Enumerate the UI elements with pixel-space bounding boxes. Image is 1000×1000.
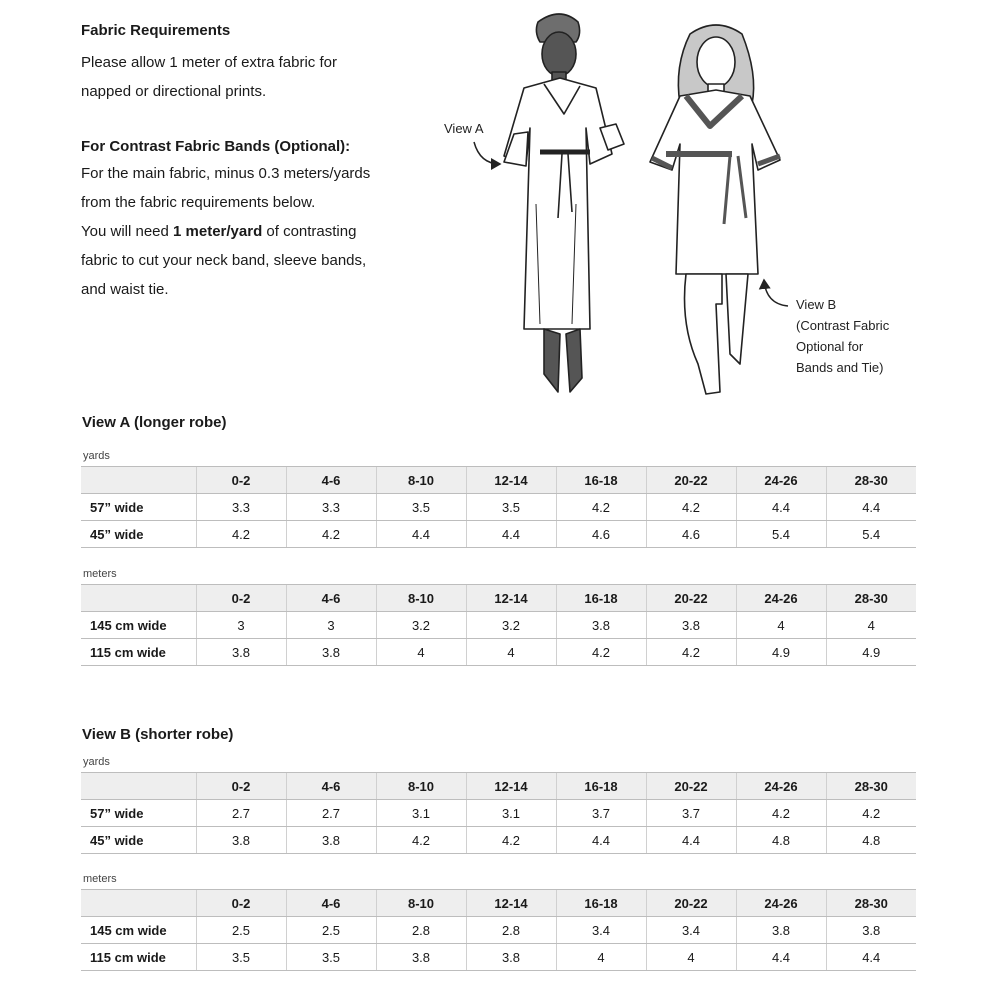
fabric-amount-cell: 4.2 [466,827,556,854]
fabric-width-label: 115 cm wide [81,639,196,666]
contrast-line-3-pre: You will need [81,223,174,240]
size-header-cell: 4-6 [286,773,376,800]
contrast-line-1: For the main fabric, minus 0.3 meters/yards [81,165,371,182]
fabric-amount-cell: 3.8 [376,944,466,971]
fabric-amount-cell: 4.2 [556,494,646,521]
contrast-line-3-post: of contrasting [262,223,357,240]
view-b-yards-table [81,772,916,854]
view-a-arrow [474,142,500,164]
header-corner-cell [81,585,196,612]
fabric-amount-cell: 4.4 [826,494,916,521]
view-b-meters-unit: meters [83,873,117,885]
size-header-cell: 28-30 [826,585,916,612]
fabric-width-label: 115 cm wide [81,944,196,971]
view-b-yards-unit: yards [83,756,110,768]
fabric-amount-cell: 3.1 [376,800,466,827]
fabric-width-row [81,494,916,521]
size-header-cell: 28-30 [826,467,916,494]
view-b-meters-table [81,889,916,971]
contrast-bands-heading: For Contrast Fabric Bands (Optional): [81,138,351,155]
fabric-width-row [81,827,916,854]
fabric-amount-cell: 3.5 [286,944,376,971]
size-header-cell: 24-26 [736,773,826,800]
contrast-line-2: from the fabric requirements below. [81,194,316,211]
size-header-cell: 16-18 [556,773,646,800]
fabric-amount-cell: 4.8 [736,827,826,854]
fabric-amount-cell: 3.1 [466,800,556,827]
fabric-amount-cell: 3.3 [196,494,286,521]
size-header-cell: 12-14 [466,467,556,494]
view-a-meters-table [81,584,916,666]
fabric-amount-cell: 3.8 [556,612,646,639]
fabric-amount-cell: 4 [556,944,646,971]
size-header-cell: 24-26 [736,467,826,494]
size-header-cell: 28-30 [826,773,916,800]
fabric-amount-cell: 4 [646,944,736,971]
view-a-meters-unit: meters [83,568,117,580]
contrast-amount: 1 meter/yard [173,223,263,240]
fabric-amount-cell: 3.8 [286,639,376,666]
napped-note-line-2: napped or directional prints. [81,83,267,100]
fabric-amount-cell: 2.8 [376,917,466,944]
fabric-width-row [81,944,916,971]
fabric-amount-cell: 4.4 [556,827,646,854]
fabric-amount-cell: 4.4 [376,521,466,548]
size-header-cell: 0-2 [196,773,286,800]
contrast-line-4: fabric to cut your neck band, sleeve bands, [81,252,367,269]
fabric-amount-cell: 4.2 [286,521,376,548]
napped-note-line-1: Please allow 1 meter of extra fabric for [81,54,337,71]
header-corner-cell [81,467,196,494]
fabric-amount-cell: 4 [736,612,826,639]
size-header-row [81,585,916,612]
size-header-cell: 8-10 [376,585,466,612]
size-header-cell: 4-6 [286,467,376,494]
view-b-arrow [764,280,788,306]
size-header-row [81,890,916,917]
fabric-amount-cell: 4.4 [736,944,826,971]
view-b-label-line: Optional for [796,339,864,354]
size-header-cell: 0-2 [196,890,286,917]
view-b-label [796,294,889,378]
contrast-line-3 [81,217,441,246]
fabric-amount-cell: 4 [466,639,556,666]
fabric-amount-cell: 4 [826,612,916,639]
size-header-cell: 24-26 [736,585,826,612]
fabric-amount-cell: 4.8 [826,827,916,854]
view-a-yards-table [81,466,916,548]
size-header-cell: 12-14 [466,585,556,612]
view-a-label: View A [444,121,484,136]
fabric-amount-cell: 3 [286,612,376,639]
fabric-amount-cell: 2.8 [466,917,556,944]
fabric-amount-cell: 3.2 [466,612,556,639]
fabric-amount-cell: 3.5 [376,494,466,521]
fabric-amount-cell: 3.4 [646,917,736,944]
fabric-width-label: 57” wide [81,494,196,521]
view-b-label-line: (Contrast Fabric [796,318,890,333]
size-header-row [81,467,916,494]
figure-view-b [650,25,780,394]
fabric-amount-cell: 4.2 [826,800,916,827]
fabric-amount-cell: 3.4 [556,917,646,944]
size-header-cell: 12-14 [466,773,556,800]
fabric-width-label: 145 cm wide [81,917,196,944]
fabric-width-row [81,800,916,827]
view-b-title: View B (shorter robe) [82,726,234,743]
size-header-cell: 16-18 [556,467,646,494]
fabric-amount-cell: 2.5 [196,917,286,944]
fabric-amount-cell: 4.4 [736,494,826,521]
fabric-amount-cell: 5.4 [736,521,826,548]
fabric-amount-cell: 4.2 [646,639,736,666]
fabric-amount-cell: 3.5 [196,944,286,971]
fabric-width-row [81,612,916,639]
fabric-amount-cell: 3.8 [286,827,376,854]
contrast-line-5: and waist tie. [81,281,169,298]
fabric-amount-cell: 3.8 [196,827,286,854]
size-header-cell: 4-6 [286,890,376,917]
robe-illustration [440,4,910,399]
fabric-amount-cell: 4.2 [646,494,736,521]
fabric-amount-cell: 3.3 [286,494,376,521]
fabric-amount-cell: 4.6 [646,521,736,548]
fabric-amount-cell: 3.8 [466,944,556,971]
fabric-width-label: 57” wide [81,800,196,827]
size-header-cell: 20-22 [646,467,736,494]
fabric-amount-cell: 3.2 [376,612,466,639]
fabric-amount-cell: 4.2 [376,827,466,854]
fabric-amount-cell: 5.4 [826,521,916,548]
fabric-amount-cell: 4.4 [646,827,736,854]
fabric-amount-cell: 4.9 [826,639,916,666]
fabric-amount-cell: 2.5 [286,917,376,944]
fabric-amount-cell: 2.7 [286,800,376,827]
fabric-amount-cell: 2.7 [196,800,286,827]
view-b-label-line: Bands and Tie) [796,360,884,375]
fabric-width-row [81,521,916,548]
size-header-cell: 4-6 [286,585,376,612]
fabric-amount-cell: 4.6 [556,521,646,548]
fabric-amount-cell: 4.2 [736,800,826,827]
size-header-cell: 8-10 [376,773,466,800]
fabric-amount-cell: 4.2 [556,639,646,666]
size-header-cell: 20-22 [646,773,736,800]
size-header-cell: 24-26 [736,890,826,917]
size-header-cell: 20-22 [646,585,736,612]
size-header-cell: 28-30 [826,890,916,917]
fabric-width-label: 45” wide [81,521,196,548]
fabric-width-row [81,917,916,944]
fabric-width-row [81,639,916,666]
size-header-row [81,773,916,800]
fabric-amount-cell: 3.8 [196,639,286,666]
fabric-amount-cell: 3.8 [826,917,916,944]
size-header-cell: 8-10 [376,890,466,917]
size-header-cell: 0-2 [196,585,286,612]
view-b-label-line: View B [796,297,837,312]
fabric-amount-cell: 3.5 [466,494,556,521]
size-header-cell: 20-22 [646,890,736,917]
fabric-amount-cell: 4.4 [826,944,916,971]
intro-block [81,22,441,304]
size-header-cell: 12-14 [466,890,556,917]
fabric-amount-cell: 4.9 [736,639,826,666]
fabric-width-label: 45” wide [81,827,196,854]
figure-view-a [504,14,624,392]
fabric-amount-cell: 3.7 [556,800,646,827]
view-a-title: View A (longer robe) [82,414,227,431]
size-header-cell: 16-18 [556,890,646,917]
fabric-amount-cell: 3.7 [646,800,736,827]
size-header-cell: 0-2 [196,467,286,494]
size-header-cell: 16-18 [556,585,646,612]
fabric-requirements-heading: Fabric Requirements [81,22,231,39]
fabric-amount-cell: 4 [376,639,466,666]
spacer [81,106,441,130]
header-corner-cell [81,773,196,800]
fabric-amount-cell: 3.8 [646,612,736,639]
view-a-yards-unit: yards [83,450,110,462]
fabric-amount-cell: 4.4 [466,521,556,548]
fabric-amount-cell: 4.2 [196,521,286,548]
header-corner-cell [81,890,196,917]
fabric-amount-cell: 3.8 [736,917,826,944]
size-header-cell: 8-10 [376,467,466,494]
fabric-width-label: 145 cm wide [81,612,196,639]
fabric-amount-cell: 3 [196,612,286,639]
